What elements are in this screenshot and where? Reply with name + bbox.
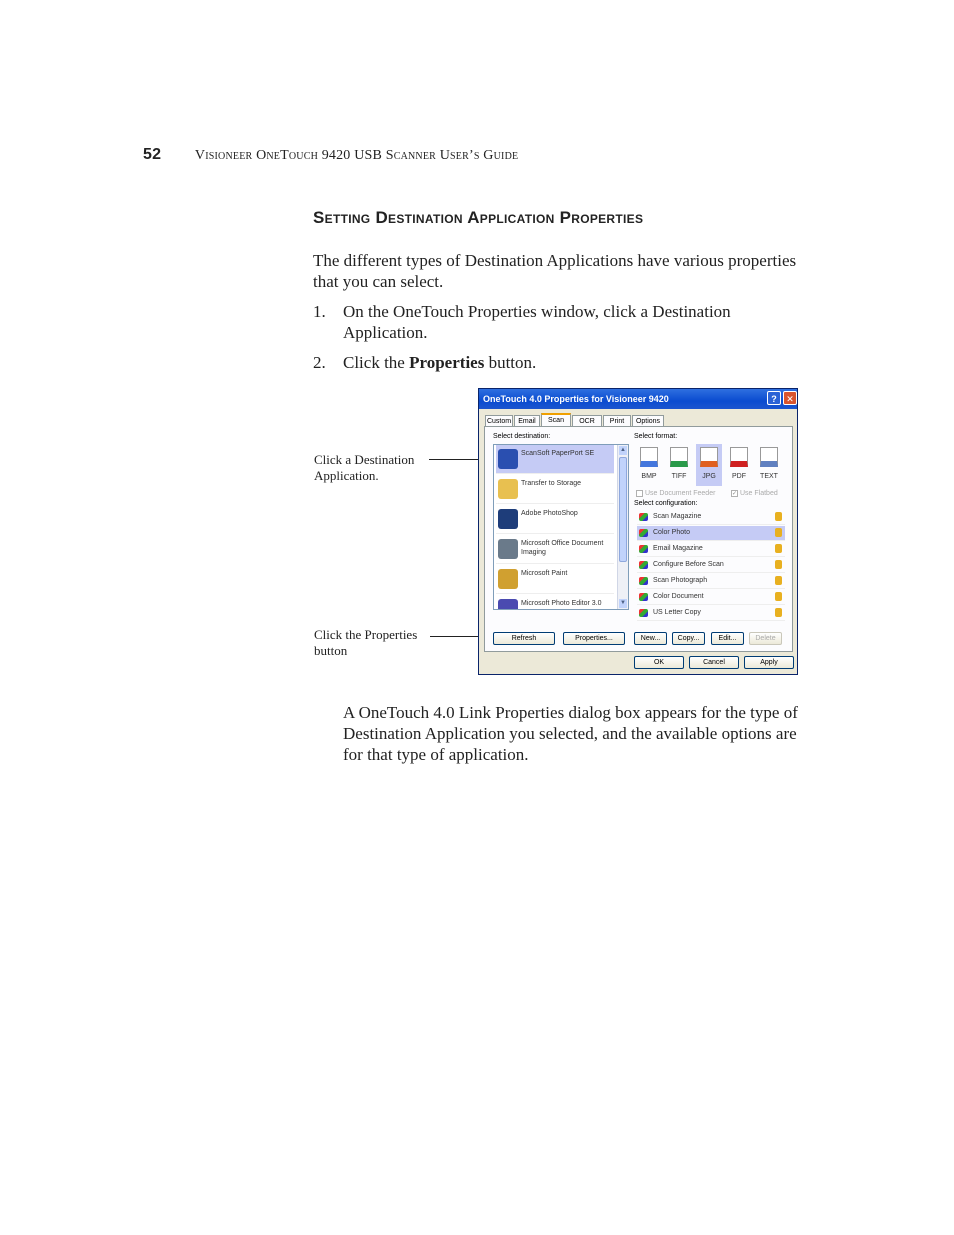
format-label: BMP bbox=[641, 473, 657, 480]
help-button[interactable]: ? bbox=[767, 391, 781, 405]
lock-icon bbox=[775, 528, 782, 537]
list-item[interactable] bbox=[496, 535, 614, 564]
list-item[interactable] bbox=[637, 590, 785, 605]
step-number: 1. bbox=[313, 302, 326, 321]
onetouch-properties-dialog bbox=[478, 388, 798, 675]
scan-tab-panel bbox=[484, 426, 793, 652]
list-item[interactable] bbox=[637, 510, 785, 525]
destination-name: Microsoft Photo Editor 3.0 bbox=[521, 600, 602, 607]
config-name: Scan Photograph bbox=[653, 577, 708, 584]
destination-name: Microsoft Office Document Imaging bbox=[521, 540, 604, 556]
document-feeder-checkbox[interactable] bbox=[636, 490, 643, 497]
pdf-icon bbox=[730, 447, 748, 467]
bmp-icon bbox=[640, 447, 658, 467]
format-tiff[interactable] bbox=[666, 444, 692, 486]
refresh-button[interactable]: Refresh bbox=[493, 632, 555, 645]
lock-icon bbox=[775, 592, 782, 601]
config-icon bbox=[639, 513, 648, 521]
destination-name: ScanSoft PaperPort SE bbox=[521, 450, 595, 457]
config-name: US Letter Copy bbox=[653, 609, 701, 616]
lock-icon bbox=[775, 544, 782, 553]
destination-name: Microsoft Paint bbox=[521, 570, 568, 577]
select-configuration-label: Select configuration: bbox=[634, 500, 698, 507]
config-icon bbox=[639, 529, 648, 537]
format-label: TEXT bbox=[760, 473, 778, 480]
lock-icon bbox=[775, 512, 782, 521]
config-icon bbox=[639, 609, 648, 617]
config-name: Color Photo bbox=[653, 529, 690, 536]
list-item[interactable] bbox=[637, 542, 785, 557]
edit-button[interactable]: Edit... bbox=[711, 632, 744, 645]
office-imaging-icon bbox=[498, 539, 518, 559]
config-icon bbox=[639, 577, 648, 585]
paint-icon bbox=[498, 569, 518, 589]
configuration-list[interactable] bbox=[637, 510, 787, 616]
list-item[interactable] bbox=[637, 606, 785, 621]
config-name: Color Document bbox=[653, 593, 704, 600]
format-pdf[interactable] bbox=[726, 444, 752, 486]
destination-list[interactable] bbox=[493, 444, 629, 610]
config-icon bbox=[639, 593, 648, 601]
format-label: JPG bbox=[702, 473, 716, 480]
list-item[interactable] bbox=[496, 565, 614, 594]
apply-button[interactable]: Apply bbox=[744, 656, 794, 669]
scroll-thumb[interactable] bbox=[619, 457, 627, 562]
tab-email[interactable]: Email bbox=[514, 415, 540, 426]
copy-button[interactable]: Copy... bbox=[672, 632, 705, 645]
callout-properties: Click the Properties button bbox=[314, 627, 418, 658]
paperport-icon bbox=[498, 449, 518, 469]
jpg-icon bbox=[700, 447, 718, 467]
result-paragraph: A OneTouch 4.0 Link Properties dialog box appears for the type of Destination Application you selected, and the available options are for that type of application. bbox=[343, 703, 798, 764]
title-bar bbox=[479, 389, 797, 409]
section-title: Setting Destination Application Properties bbox=[313, 208, 644, 227]
page-number: 52 bbox=[143, 146, 162, 163]
config-name: Configure Before Scan bbox=[653, 561, 724, 568]
config-icon bbox=[639, 545, 648, 553]
intro-paragraph: The different types of Destination Applications have various properties that you can select. bbox=[313, 251, 797, 291]
format-text[interactable] bbox=[756, 444, 782, 486]
tab-ocr[interactable]: OCR bbox=[572, 415, 602, 426]
list-item[interactable] bbox=[496, 505, 614, 534]
step-number: 2. bbox=[313, 353, 326, 372]
photoshop-icon bbox=[498, 509, 518, 529]
scroll-down-icon[interactable]: ▼ bbox=[620, 600, 626, 606]
dialog-title: OneTouch 4.0 Properties for Visioneer 9420 bbox=[483, 394, 669, 404]
list-item[interactable] bbox=[496, 475, 614, 504]
config-name: Email Magazine bbox=[653, 545, 703, 552]
step-text-post: button. bbox=[484, 353, 537, 372]
select-destination-label: Select destination: bbox=[493, 433, 551, 440]
delete-button[interactable]: Delete bbox=[749, 632, 782, 645]
destination-name: Transfer to Storage bbox=[521, 480, 582, 487]
step-text bbox=[343, 352, 803, 373]
format-bmp[interactable] bbox=[636, 444, 662, 486]
destination-name: Adobe PhotoShop bbox=[521, 510, 578, 517]
tab-options[interactable]: Options bbox=[632, 415, 664, 426]
list-item[interactable] bbox=[496, 595, 614, 610]
photo-editor-icon bbox=[498, 599, 518, 610]
document-feeder-label: Use Document Feeder bbox=[645, 490, 716, 497]
callout-destination: Click a Destination Application. bbox=[314, 452, 415, 483]
lock-icon bbox=[775, 608, 782, 617]
storage-icon bbox=[498, 479, 518, 499]
list-item[interactable] bbox=[637, 558, 785, 573]
config-icon bbox=[639, 561, 648, 569]
close-button[interactable]: ✕ bbox=[783, 391, 797, 405]
config-name: Scan Magazine bbox=[653, 513, 702, 520]
destination-scrollbar[interactable] bbox=[617, 445, 628, 609]
list-item[interactable] bbox=[637, 574, 785, 589]
lock-icon bbox=[775, 576, 782, 585]
tab-custom[interactable]: Custom bbox=[485, 415, 513, 426]
format-jpg[interactable] bbox=[696, 444, 722, 486]
tab-print[interactable]: Print bbox=[603, 415, 631, 426]
tiff-icon bbox=[670, 447, 688, 467]
text-icon bbox=[760, 447, 778, 467]
cancel-button[interactable]: Cancel bbox=[689, 656, 739, 669]
step-text-pre: Click the bbox=[343, 353, 410, 372]
list-item[interactable] bbox=[496, 445, 614, 474]
select-format-label: Select format: bbox=[634, 433, 678, 440]
format-label: TIFF bbox=[671, 473, 687, 480]
ok-button[interactable]: OK bbox=[634, 656, 684, 669]
running-title: Visioneer OneTouch 9420 USB Scanner User’s Guide bbox=[194, 148, 519, 163]
new-button[interactable]: New... bbox=[634, 632, 667, 645]
step-text: On the OneTouch Properties window, click a Destination Application. bbox=[343, 302, 731, 342]
lock-icon bbox=[775, 560, 782, 569]
scroll-up-icon[interactable]: ▲ bbox=[620, 447, 626, 453]
tab-scan[interactable]: Scan bbox=[541, 413, 571, 427]
page-header bbox=[143, 146, 518, 164]
step-text-bold: Properties bbox=[409, 353, 485, 372]
properties-button[interactable]: Properties... bbox=[563, 632, 625, 645]
flatbed-label: Use Flatbed bbox=[740, 490, 778, 497]
format-label: PDF bbox=[732, 473, 746, 480]
flatbed-checkbox[interactable]: ✓ bbox=[732, 491, 738, 497]
list-item[interactable] bbox=[637, 526, 785, 541]
